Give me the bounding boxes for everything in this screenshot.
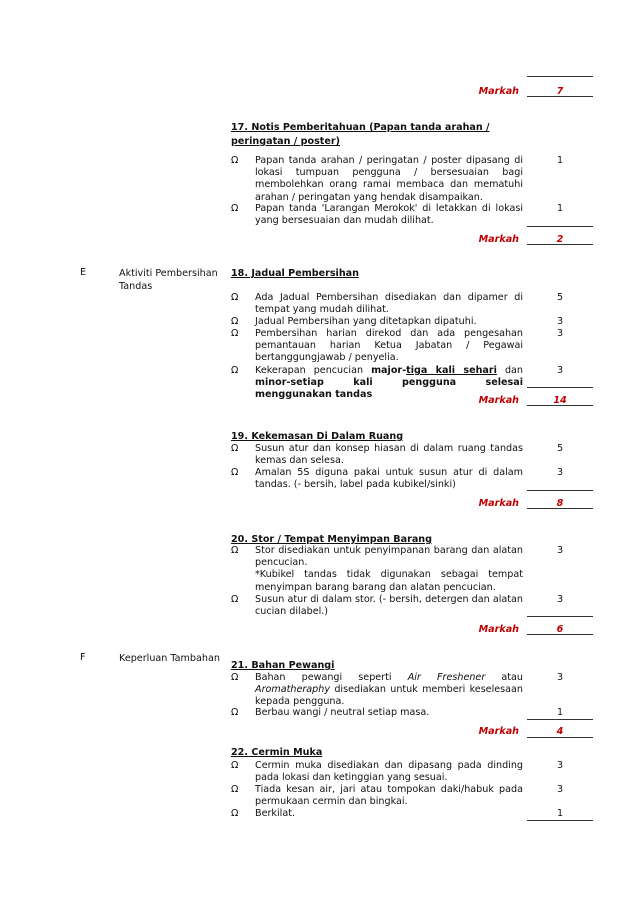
score-22-3: 1	[556, 808, 564, 819]
item-18-4-text-a: Kekerapan pencucian	[255, 365, 372, 376]
score-21-1: 3	[556, 672, 564, 683]
omega-bullet-icon: Ω	[231, 328, 239, 339]
omega-bullet-icon: Ω	[231, 443, 239, 454]
omega-bullet-icon: Ω	[231, 707, 239, 718]
score-18-4: 3	[556, 365, 564, 376]
markah-underline-19	[527, 508, 593, 509]
item-20-2-text: Susun atur di dalam stor. (- bersih, detergen dan alatan cucian dilabel.)	[255, 594, 523, 618]
item-21-1-aromatheraphy: Aromatheraphy	[255, 684, 331, 696]
omega-bullet-icon: Ω	[231, 467, 239, 478]
section-f-letter: F	[80, 652, 86, 663]
omega-bullet-icon: Ω	[231, 155, 239, 166]
score-19-1: 5	[556, 443, 564, 454]
score-21-2: 1	[556, 707, 564, 718]
score-line-22	[527, 820, 593, 821]
markah-value-20: 6	[556, 624, 564, 635]
item-21-2-text: Berbau wangi / neutral setiap masa.	[255, 707, 430, 718]
item-20-1-main: Stor disediakan untuk penyimpanan barang dan alatan pencucian.	[255, 545, 523, 569]
item-18-2-text: Jadual Pembersihan yang ditetapkan dipatuhi.	[255, 316, 477, 327]
omega-bullet-icon: Ω	[231, 365, 239, 376]
item-19-2-text: Amalan 5S diguna pakai untuk susun atur di dalam tandas. (- bersih, label pada kubikel/sinki)	[255, 467, 523, 491]
markah-underline-18	[527, 405, 593, 406]
omega-bullet-icon: Ω	[231, 760, 239, 771]
item-20-1-text	[255, 545, 523, 594]
score-20-1: 3	[556, 545, 564, 556]
item-22-2-text: Tiada kesan air, jari atau tompokan daki/habuk pada permukaan cermin dan bingkai.	[255, 784, 523, 808]
item-19-1-text: Susun atur dan konsep hiasan di dalam ruang tandas kemas dan selesa.	[255, 443, 523, 467]
section-e-label: Aktiviti Pembersihan Tandas	[119, 268, 218, 292]
markah-value-19: 8	[556, 498, 564, 509]
score-17-2: 1	[556, 203, 564, 214]
score-20-2: 3	[556, 594, 564, 605]
markah-value-18: 14	[553, 395, 567, 406]
heading-22: 22. Cermin Muka	[231, 747, 323, 758]
item-18-3-text: Pembersihan harian direkod dan ada pengesahan pemantauan harian Ketua Jabatan / Pegawai bertanggungjawab / penyelia.	[255, 328, 523, 364]
top-score-line	[527, 76, 593, 77]
score-17-1: 1	[556, 155, 564, 166]
item-18-4-minor: minor-setiap kali pengguna selesai menggunakan tandas	[255, 377, 523, 401]
item-21-1-text-c: atau	[485, 672, 524, 683]
score-line-20	[527, 616, 593, 617]
item-21-1-text-a: Bahan pewangi seperti	[255, 672, 408, 683]
score-line-21	[527, 719, 593, 720]
heading-20: 20. Stor / Tempat Menyimpan Barang	[231, 534, 432, 545]
score-18-3: 3	[556, 328, 564, 339]
omega-bullet-icon: Ω	[231, 594, 239, 605]
score-line-19	[527, 490, 593, 491]
omega-bullet-icon: Ω	[231, 545, 239, 556]
omega-bullet-icon: Ω	[231, 203, 239, 214]
omega-bullet-icon: Ω	[231, 316, 239, 327]
heading-19: 19. Kekemasan Di Dalam Ruang	[231, 431, 404, 442]
markah-underline-top	[527, 96, 593, 97]
omega-bullet-icon: Ω	[231, 292, 239, 303]
markah-value-21: 4	[556, 726, 564, 737]
markah-value-17: 2	[556, 234, 564, 245]
omega-bullet-icon: Ω	[231, 784, 239, 795]
markah-underline-20	[527, 634, 593, 635]
item-22-1-text: Cermin muka disediakan dan dipasang pada dinding pada lokasi dan ketinggian yang sesuai.	[255, 760, 523, 784]
score-19-2: 3	[556, 467, 564, 478]
heading-17: 17. Notis Pemberitahuan (Papan tanda arahan / peringatan / poster)	[231, 122, 490, 147]
markah-label-21: Markah	[478, 726, 519, 737]
item-20-1-note: *Kubikel tandas tidak digunakan sebagai tempat menyimpan barang barang dan alatan pencucian.	[255, 569, 523, 593]
score-line-18	[527, 387, 593, 388]
item-22-3-text: Berkilat.	[255, 808, 296, 819]
score-line-17	[527, 226, 593, 227]
markah-label-19: Markah	[478, 498, 519, 509]
item-18-4-frequency: tiga kali sehari	[406, 365, 497, 376]
item-17-2-text: Papan tanda 'Larangan Merokok' di letakkan di lokasi yang bersesuaian dan mudah dilihat.	[255, 203, 523, 227]
score-18-2: 3	[556, 316, 564, 327]
score-22-1: 3	[556, 760, 564, 771]
item-21-1-air-freshener: Air Freshener	[407, 672, 486, 683]
markah-underline-17	[527, 244, 593, 245]
markah-label-20: Markah	[478, 624, 519, 635]
item-21-1-text	[255, 672, 523, 709]
heading-18: 18. Jadual Pembersihan	[231, 268, 359, 279]
item-18-1-text: Ada Jadual Pembersihan disediakan dan dipamer di tempat yang mudah dilihat.	[255, 292, 523, 316]
heading-21: 21. Bahan Pewangi	[231, 660, 335, 671]
item-21-1-text-e: disediakan untuk memberi keselesaan kepada pengguna.	[255, 684, 523, 708]
section-f-label: Keperluan Tambahan	[119, 653, 220, 664]
omega-bullet-icon: Ω	[231, 672, 239, 683]
markah-value-top: 7	[556, 86, 564, 97]
markah-underline-21	[527, 737, 593, 738]
section-e-letter: E	[80, 267, 87, 278]
markah-label-17: Markah	[478, 234, 519, 245]
omega-bullet-icon: Ω	[231, 808, 239, 819]
item-17-1-text: Papan tanda arahan / peringatan / poster dipasang di lokasi tumpuan pengguna / bersesuaian bagi membolehkan orang ramai membaca dan mematuhi arahan / peringatan yang hendak disampaikan.	[255, 155, 523, 203]
markah-label-18: Markah	[478, 395, 519, 406]
markah-label-top: Markah	[478, 86, 519, 97]
score-18-1: 5	[556, 292, 564, 303]
item-18-4-major: major-	[371, 365, 407, 376]
item-18-4-text-d: dan	[496, 365, 523, 376]
score-22-2: 3	[556, 784, 564, 795]
